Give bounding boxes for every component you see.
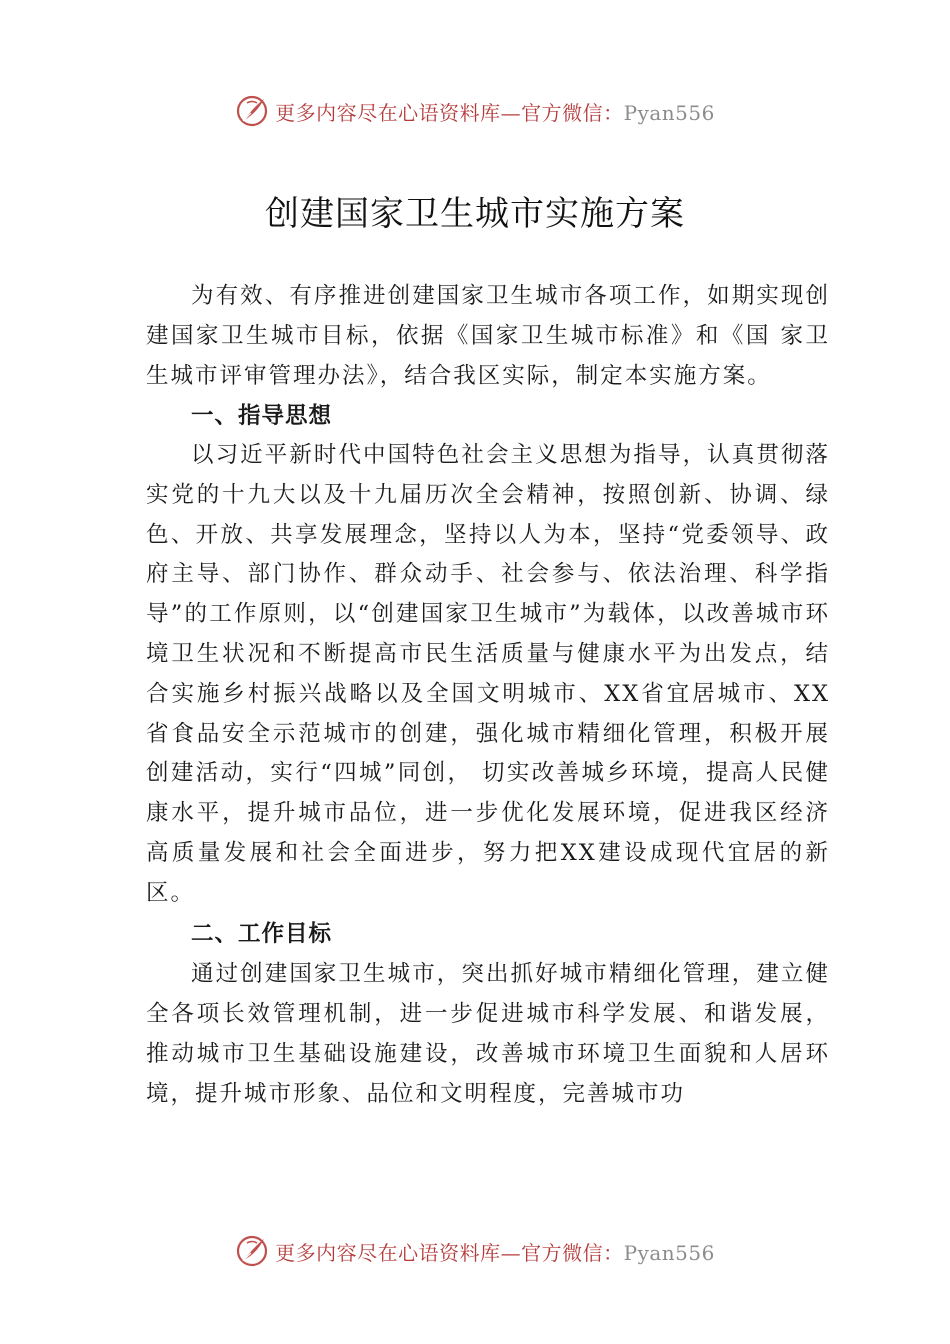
header-banner-text	[275, 97, 715, 126]
document-body	[146, 276, 830, 1114]
header-banner	[0, 94, 950, 128]
footer-banner-text	[275, 1237, 715, 1266]
footer-banner	[0, 1234, 950, 1268]
header-banner-label: 更多内容尽在心语资料库—官方微信：	[275, 100, 624, 125]
section-heading-work-goals: 二、工作目标	[191, 920, 333, 947]
document-title: 创建国家卫生城市实施方案	[265, 194, 685, 234]
section-paragraph-work-goals: 通过创建国家卫生城市，突出抓好城市精细化管理，建立健全各项长效管理机制，进一步促进城市科学发展、和谐发展，推动城市卫生基础设施建设，改善城市环境卫生面貌和人居环境，提升城市形象、品位和文明程度，完善城市功	[146, 960, 830, 1107]
intro-paragraph: 为有效、有序推进创建国家卫生城市各项工作，如期实现创建国家卫生城市目标，依据《国家卫生城市标准》和《国 家卫生城市评审管理办法》，结合我区实际，制定本实施方案。	[146, 283, 830, 389]
section-heading-guiding-thought: 一、指导思想	[191, 403, 333, 429]
quill-logo-icon	[235, 94, 269, 128]
section-paragraph-guiding-thought: 以习近平新时代中国特色社会主义思想为指导，认真贯彻落实党的十九大以及十九届历次全会精神，按照创新、协调、绿色、开放、共享发展理念，坚持以人为本，坚持“党委领导、政府主导、部门协作、群众动手、社会参与、依法治理、科学指导”的工作原则，以“创建国家卫生城市”为载体，以改善城市环境卫生状况和不断提高市民生活质量与健康水平为出发点，结合实施乡村振兴战略以及全国文明城市、XX省宜居城市、XX省食品安全示范城市的创建，强化城市精细化管理，积极开展创建活动，实行“四城”同创， 切实改善城乡环境，提高人民健康水平，提升城市品位，进一步优化发展环境，促进我区经济高质量发展和社会全面进步，努力把XX建设成现代宜居的新区。	[146, 442, 830, 906]
footer-banner-label: 更多内容尽在心语资料库—官方微信：	[275, 1240, 624, 1265]
footer-wechat-id: Pyan556	[623, 1240, 715, 1265]
header-wechat-id: Pyan556	[623, 100, 715, 125]
quill-logo-icon	[235, 1234, 269, 1268]
